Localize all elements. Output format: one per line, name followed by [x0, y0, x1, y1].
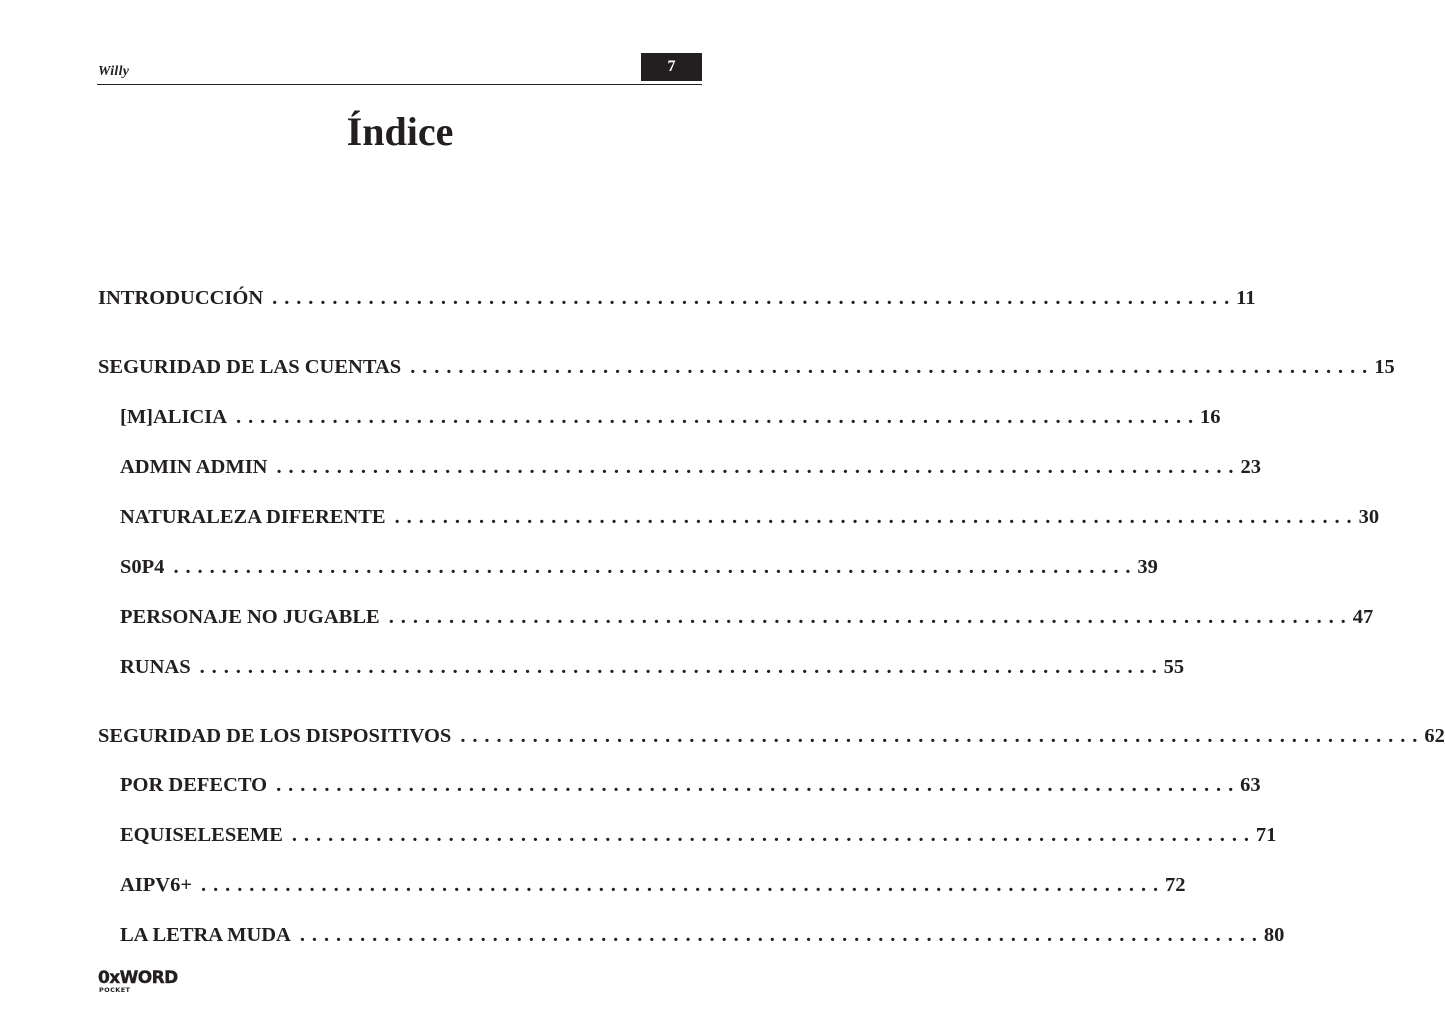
toc-entry-aipv6[interactable]	[120, 872, 1186, 898]
toc-entry-title: RUNAS	[120, 656, 191, 678]
running-head-author: Willy	[98, 64, 130, 79]
toc-entry-naturaleza-diferente[interactable]	[120, 504, 1380, 530]
toc-entry-title: NATURALEZA DIFERENTE	[120, 506, 386, 528]
toc-entry-page: 16	[1200, 406, 1221, 428]
toc-entry-title: AIPV6+	[120, 874, 193, 896]
toc-dot-leader: . . . . . . . . . . . . . . . . . . . . . . . . . . . . . . . . . . . . . . . . . . . . . . . . . . . . . . . . . . . . . . . . . . . . . . . . . . . . . . . .	[460, 725, 1419, 747]
toc-entry-s0p4[interactable]	[120, 554, 1158, 580]
toc-entry-la-letra-muda[interactable]	[120, 922, 1285, 948]
toc-entry-page: 47	[1352, 606, 1374, 628]
toc-entry-introduccion[interactable]	[98, 285, 1256, 311]
toc-entry-page: 23	[1240, 456, 1261, 478]
toc-dot-leader: . . . . . . . . . . . . . . . . . . . . . . . . . . . . . . . . . . . . . . . . . . . . . . . . . . . . . . . . . . . . . . . . . . . . . . . . . . . . . . . .	[276, 774, 1235, 796]
toc-dot-leader: . . . . . . . . . . . . . . . . . . . . . . . . . . . . . . . . . . . . . . . . . . . . . . . . . . . . . . . . . . . . . . . . . . . . . . . . . . . . . . . .	[410, 356, 1369, 378]
page-title: Índice	[346, 109, 454, 154]
toc-dot-leader: . . . . . . . . . . . . . . . . . . . . . . . . . . . . . . . . . . . . . . . . . . . . . . . . . . . . . . . . . . . . . . . . . . . . . . . . . . . . . . . .	[276, 456, 1235, 478]
toc-entry-title: PERSONAJE NO JUGABLE	[120, 606, 380, 628]
toc-entry-malicia[interactable]	[120, 404, 1221, 430]
page-number: 7	[641, 53, 702, 81]
toc-entry-admin-admin[interactable]	[120, 454, 1261, 480]
publisher-logo	[98, 966, 178, 994]
svg-text:0xWORD: 0xWORD	[98, 968, 178, 988]
toc-entry-page: 39	[1137, 556, 1158, 578]
toc-entry-title: SEGURIDAD DE LOS DISPOSITIVOS	[98, 725, 452, 747]
toc-dot-leader: . . . . . . . . . . . . . . . . . . . . . . . . . . . . . . . . . . . . . . . . . . . . . . . . . . . . . . . . . . . . . . . . . . . . . . . . . . . . . . . .	[236, 406, 1195, 428]
toc-entry-title: EQUISELESEME	[120, 824, 283, 846]
toc-entry-page: 72	[1165, 874, 1186, 896]
toc-dot-leader: . . . . . . . . . . . . . . . . . . . . . . . . . . . . . . . . . . . . . . . . . . . . . . . . . . . . . . . . . . . . . . . . . . . . . . . . . . . . . . . .	[199, 656, 1158, 678]
toc-dot-leader: . . . . . . . . . . . . . . . . . . . . . . . . . . . . . . . . . . . . . . . . . . . . . . . . . . . . . . . . . . . . . . . . . . . . . . . . . . . . . . . .	[388, 606, 1347, 628]
toc-entry-runas[interactable]	[120, 654, 1185, 680]
toc-entry-seguridad-dispositivos[interactable]	[98, 723, 1445, 749]
toc-entry-por-defecto[interactable]	[120, 772, 1261, 798]
toc-entry-title: S0P4	[120, 556, 165, 578]
toc-entry-page: 63	[1240, 774, 1261, 796]
toc-dot-leader: . . . . . . . . . . . . . . . . . . . . . . . . . . . . . . . . . . . . . . . . . . . . . . . . . . . . . . . . . . . . . . . . . . . . . . . . . . . . . . . .	[394, 506, 1353, 528]
toc-entry-title: ADMIN ADMIN	[120, 456, 268, 478]
toc-entry-title: SEGURIDAD DE LAS CUENTAS	[98, 356, 402, 378]
toc-entry-page: 30	[1358, 506, 1380, 528]
toc-entry-page: 80	[1263, 924, 1285, 946]
toc-entry-page: 71	[1255, 824, 1277, 846]
toc-dot-leader: . . . . . . . . . . . . . . . . . . . . . . . . . . . . . . . . . . . . . . . . . . . . . . . . . . . . . . . . . . . . . . . . . . . . . . . . . . . . . . . .	[272, 287, 1231, 309]
toc-dot-leader: . . . . . . . . . . . . . . . . . . . . . . . . . . . . . . . . . . . . . . . . . . . . . . . . . . . . . . . . . . . . . . . . . . . . . . . . . . . . . . . .	[173, 556, 1132, 578]
toc-entry-page: 62	[1424, 725, 1445, 747]
toc-entry-equiseleseme[interactable]	[120, 822, 1277, 848]
svg-text:POCKET: POCKET	[99, 986, 131, 994]
toc-entry-title: POR DEFECTO	[120, 774, 268, 796]
toc-entry-personaje-no-jugable[interactable]	[120, 604, 1374, 630]
toc-dot-leader: . . . . . . . . . . . . . . . . . . . . . . . . . . . . . . . . . . . . . . . . . . . . . . . . . . . . . . . . . . . . . . . . . . . . . . . . . . . . . . . .	[201, 874, 1160, 896]
toc-dot-leader: . . . . . . . . . . . . . . . . . . . . . . . . . . . . . . . . . . . . . . . . . . . . . . . . . . . . . . . . . . . . . . . . . . . . . . . . . . . . . . . .	[299, 924, 1258, 946]
toc-entry-title: LA LETRA MUDA	[120, 924, 291, 946]
toc-entry-page: 55	[1163, 656, 1185, 678]
toc-entry-seguridad-cuentas[interactable]	[98, 354, 1395, 380]
toc-entry-title: [M]ALICIA	[120, 406, 228, 428]
toc-entry-page: 11	[1236, 287, 1256, 309]
toc-entry-page: 15	[1374, 356, 1395, 378]
toc-dot-leader: . . . . . . . . . . . . . . . . . . . . . . . . . . . . . . . . . . . . . . . . . . . . . . . . . . . . . . . . . . . . . . . . . . . . . . . . . . . . . . . .	[291, 824, 1250, 846]
toc-entry-title: INTRODUCCIÓN	[98, 287, 264, 309]
